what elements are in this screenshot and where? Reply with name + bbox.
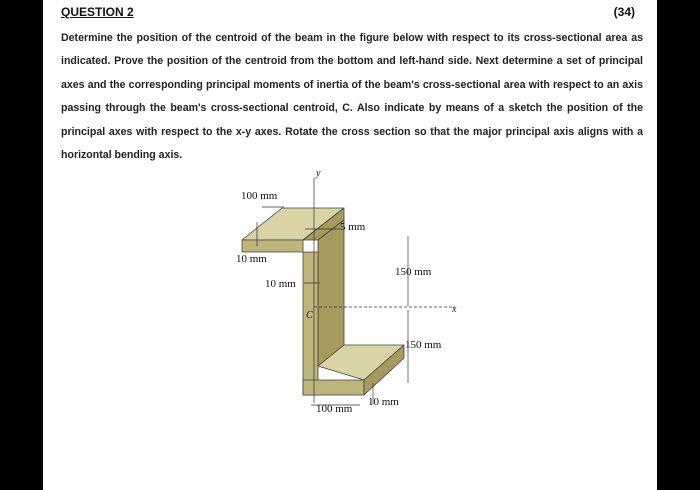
centroid-label: C [306,310,313,321]
web-front-face [303,252,318,395]
label-top-flange: 10 mm [236,253,267,265]
label-upper-height: 150 mm [395,266,432,278]
label-web-offset: 5 mm [340,221,366,233]
web-side-face [318,220,344,366]
x-axis-label: x [452,304,457,315]
top-flange-front-face [242,240,303,252]
label-bottom-width: 100 mm [316,403,353,415]
label-web-thickness: 10 mm [265,278,296,290]
label-top-width: 100 mm [241,190,278,202]
bottom-flange-front-face [303,380,364,395]
question-marks: (34) [613,5,635,19]
label-lower-height: 150 mm [405,339,442,351]
question-text: Determine the position of the centroid of the beam in the figure below with respect to its cross-sectional area as indicated. Prove the position of the centroid from the bottom and left-hand side. Next determine a set of principal axes and the corresponding principal moments of inertia of the beam's cross-sectional area with respect to an axis passing through the beam's cross-sectional centroid, C. Also indicate by means of a sketch the position of the principal axes with respect to the x-y axes. Rotate the cross section so that the major principal axis aligns with a horizontal bending axis. [61,32,643,162]
question-title: QUESTION 2 [61,5,134,19]
y-axis-label: y [316,168,321,179]
label-bottom-flange: 10 mm [368,396,399,408]
